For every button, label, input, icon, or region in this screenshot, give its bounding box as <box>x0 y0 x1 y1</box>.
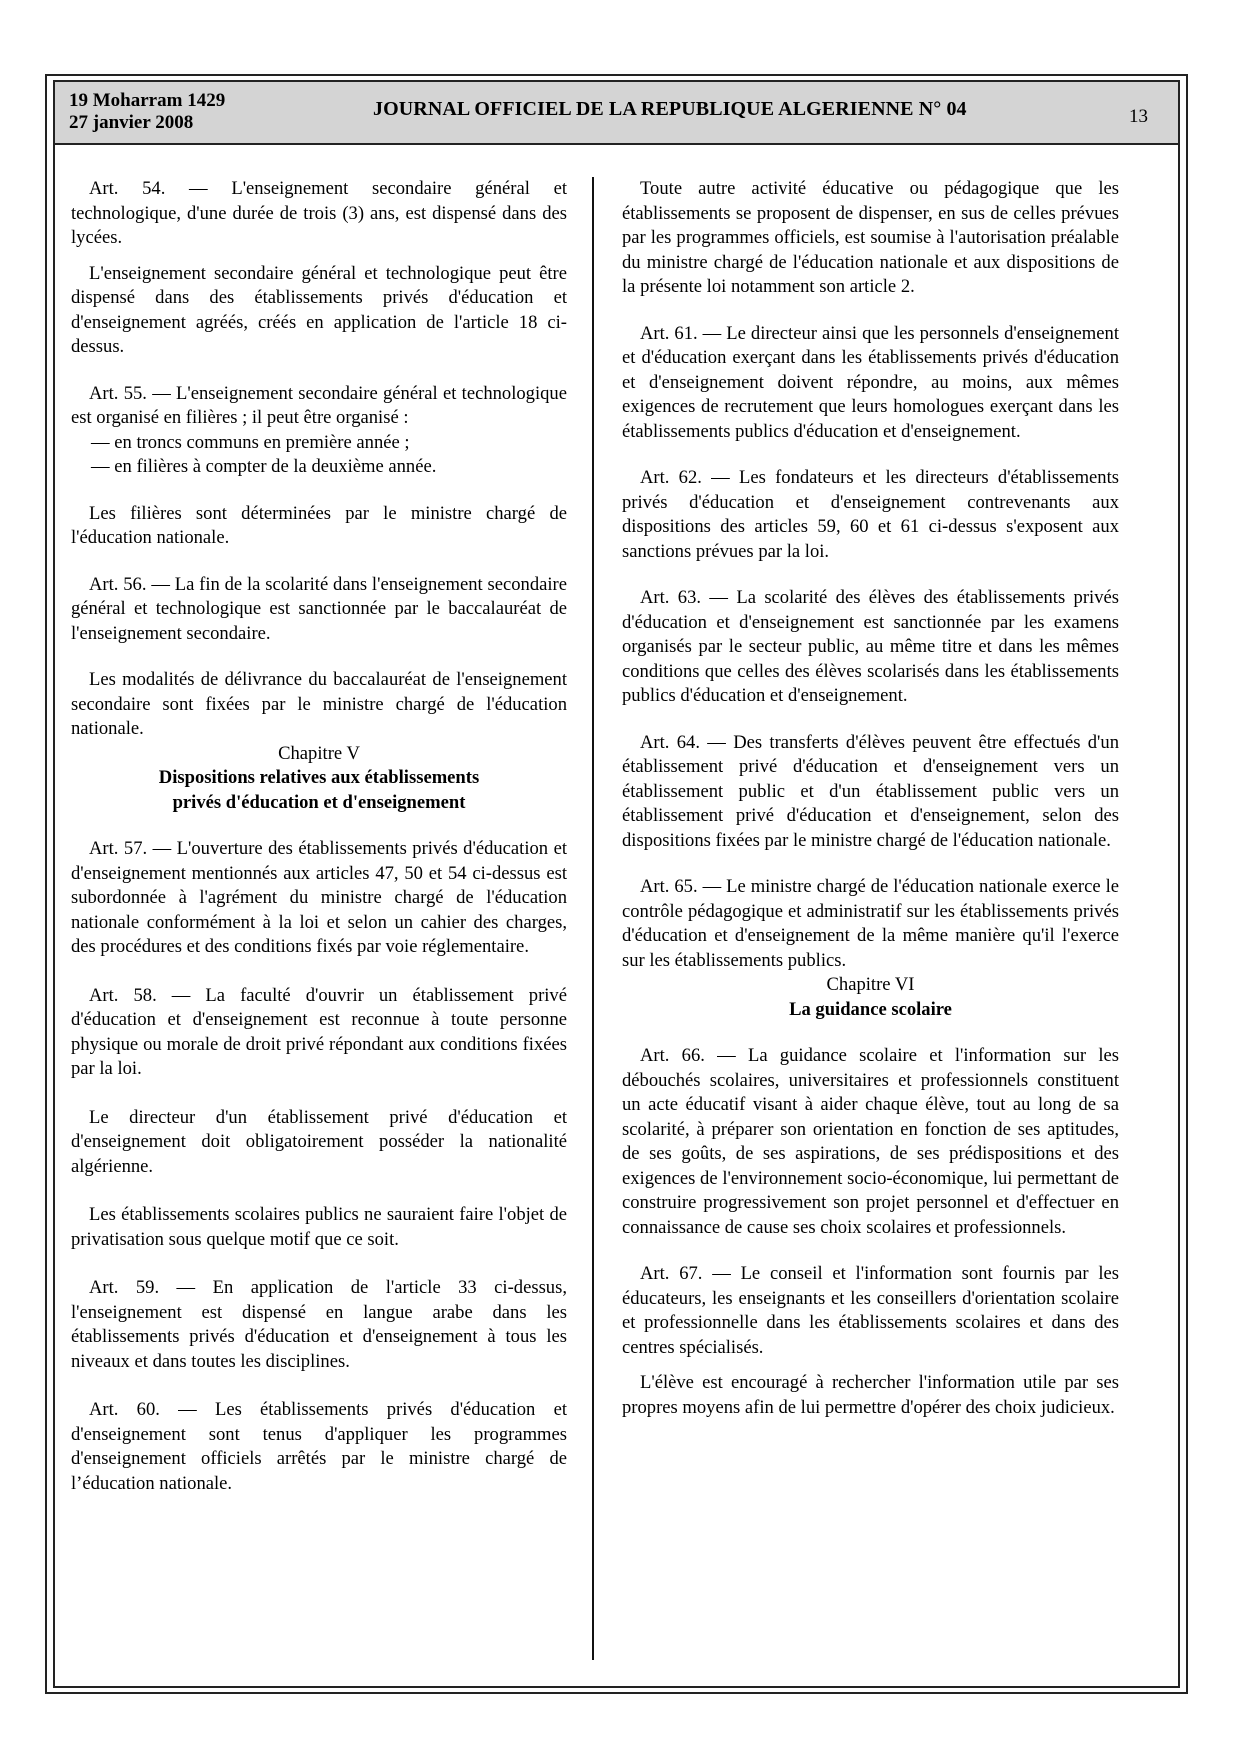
header-date-hijri: 19 Moharram 1429 <box>69 90 226 111</box>
header-date-gregorian: 27 janvier 2008 <box>69 112 194 133</box>
article-62: Art. 62. — Les fondateurs et les directeurs d'établissements privés d'éducation et d'enseignement contrevenants aux dispositions des articles 59, 60 et 61 ci-dessus s'exposent aux sanctions prévues par la loi. <box>622 467 1119 562</box>
article-63: Art. 63. — La scolarité des élèves des établissements privés d'éducation et d'enseignement est sanctionnée par les examens organisés par le secteur public, au même titre et dans les mêmes conditions que celles des élèves scolarisés dans les établissements publics d'éducation et d'enseignement. <box>622 587 1119 706</box>
header-date <box>69 90 225 134</box>
article-61: Art. 61. — Le directeur ainsi que les personnels d'enseignement et d'éducation exerçant dans les établissements privés d'éducation et d'enseignement doivent répondre, au moins, aux mêmes exigences de recrutement que leurs homologues exerçant dans les établissements publics d'éducation et d'enseignement. <box>622 322 1119 442</box>
article-54: Art. 54. — L'enseignement secondaire général et technologique, d'une durée de trois (3) ans, est dispensé dans des lycées. <box>71 178 567 248</box>
journal-title: JOURNAL OFFICIEL DE LA REPUBLIQUE ALGERIENNE N° 04 <box>373 98 967 120</box>
article-65: Art. 65. — Le ministre chargé de l'éducation nationale exerce le contrôle pédagogique et administratif sur les établissements privés d'éducation et d'enseignement de la même manière qu'il l'exerce sur les établissements publics. <box>622 876 1119 971</box>
right-column <box>622 177 1119 1420</box>
page-number: 13 <box>1129 106 1148 127</box>
article-67: Art. 67. — Le conseil et l'information sont fournis par les éducateurs, les enseignants et les conseillers d'orientation scolaire et professionnelle dans les établissements scolaires et dans des centres spécialisés. <box>622 1263 1119 1358</box>
article-59: Art. 59. — En application de l'article 33 ci-dessus, l'enseignement est dispensé en langue arabe dans les établissements privés d'éducation et d'enseignement à tous les niveaux et dans toutes les disciplines. <box>71 1277 567 1372</box>
article-58: Art. 58. — La faculté d'ouvrir un établissement privé d'éducation et d'enseignement est reconnue à toute personne physique ou morale de droit privé répondant aux conditions fixées par la loi. <box>71 984 567 1079</box>
chapter-heading-line1: Dispositions relatives aux établissements <box>158 767 480 788</box>
article-66: Art. 66. — La guidance scolaire et l'information sur les débouchés scolaires, universitaires et professionnels constituent un acte éducatif visant à aider chaque élève, tout au long de sa scolarité, à préparer son orientation en fonction de ses aptitudes, de ses goûts, de ses aspirations, de ses prédispositions et des exigences de l'environnement socio-économique, lui permettant de construire progressivement son projet personnel et d'effectuer en connaissance de cause ses choix scolaires et professionnels. <box>622 1045 1119 1238</box>
article-56-paragraph: Les modalités de délivrance du baccalauréat de l'enseignement secondaire sont fixées par le ministre chargé de l'éducation nationale. <box>71 669 567 739</box>
journal-header <box>55 82 1178 145</box>
left-column <box>71 177 567 1496</box>
column-divider <box>592 177 594 1660</box>
article-55: Art. 55. — L'enseignement secondaire général et technologique est organisé en filières ; il peut être organisé : <box>71 382 567 428</box>
chapter-title: Chapitre V <box>278 742 360 764</box>
article-64: Art. 64. — Des transferts d'élèves peuvent être effectués d'un établissement privé d'éducation et d'enseignement vers un établissement public et d'un établissement public vers un établissement privé d'éducation et d'enseignement, selon des dispositions fixées par le ministre chargé de l'éducation nationale. <box>622 731 1119 851</box>
article-56: Art. 56. — La fin de la scolarité dans l'enseignement secondaire général et technologique est sanctionnée par le baccalauréat de l'enseignement secondaire. <box>71 573 567 644</box>
list-item: — en filières à compter de la deuxième année. <box>91 456 437 477</box>
article-54-paragraph: L'enseignement secondaire général et technologique peut être dispensé dans des établissements privés d'éducation et d'enseignement agréés, créés en application de l'article 18 ci-dessus. <box>71 262 567 357</box>
article-57: Art. 57. — L'ouverture des établissements privés d'éducation et d'enseignement mentionnés aux articles 47, 50 et 54 ci-dessus est subordonnée à l'agrément du ministre chargé de l'éducation nationale conformément à la loi et selon un cahier des charges, des procédures et des conditions fixés par voie réglementaire. <box>71 838 567 957</box>
chapter-title: Chapitre VI <box>826 974 915 995</box>
article-58-paragraph: Les établissements scolaires publics ne sauraient faire l'objet de privatisation sous quelque motif que ce soit. <box>71 1204 567 1250</box>
article-55-paragraph: Les filières sont déterminées par le ministre chargé de l'éducation nationale. <box>71 502 567 548</box>
article-60: Art. 60. — Les établissements privés d'éducation et d'enseignement sont tenus d'appliquer les programmes d'enseignement officiels arrêtés par le ministre chargé de l’éducation nationale. <box>71 1399 567 1494</box>
article-58-paragraph: Le directeur d'un établissement privé d'éducation et d'enseignement doit obligatoirement posséder la nationalité algérienne. <box>71 1106 567 1177</box>
article-60-paragraph: Toute autre activité éducative ou pédagogique que les établissements se proposent de dispenser, en sus de celles prévues par les programmes officiels, est soumise à l'autorisation préalable du ministre chargé de l'éducation nationale et aux dispositions de la présente loi notamment son article 2. <box>622 178 1119 297</box>
chapter-heading: La guidance scolaire <box>789 998 952 1020</box>
chapter-heading-line2: privés d'éducation et d'enseignement <box>172 791 466 813</box>
list-item: — en troncs communs en première année ; <box>91 431 410 453</box>
article-67-paragraph: L'élève est encouragé à rechercher l'information utile par ses propres moyens afin de lui permettre d'opérer des choix judicieux. <box>622 1372 1119 1418</box>
